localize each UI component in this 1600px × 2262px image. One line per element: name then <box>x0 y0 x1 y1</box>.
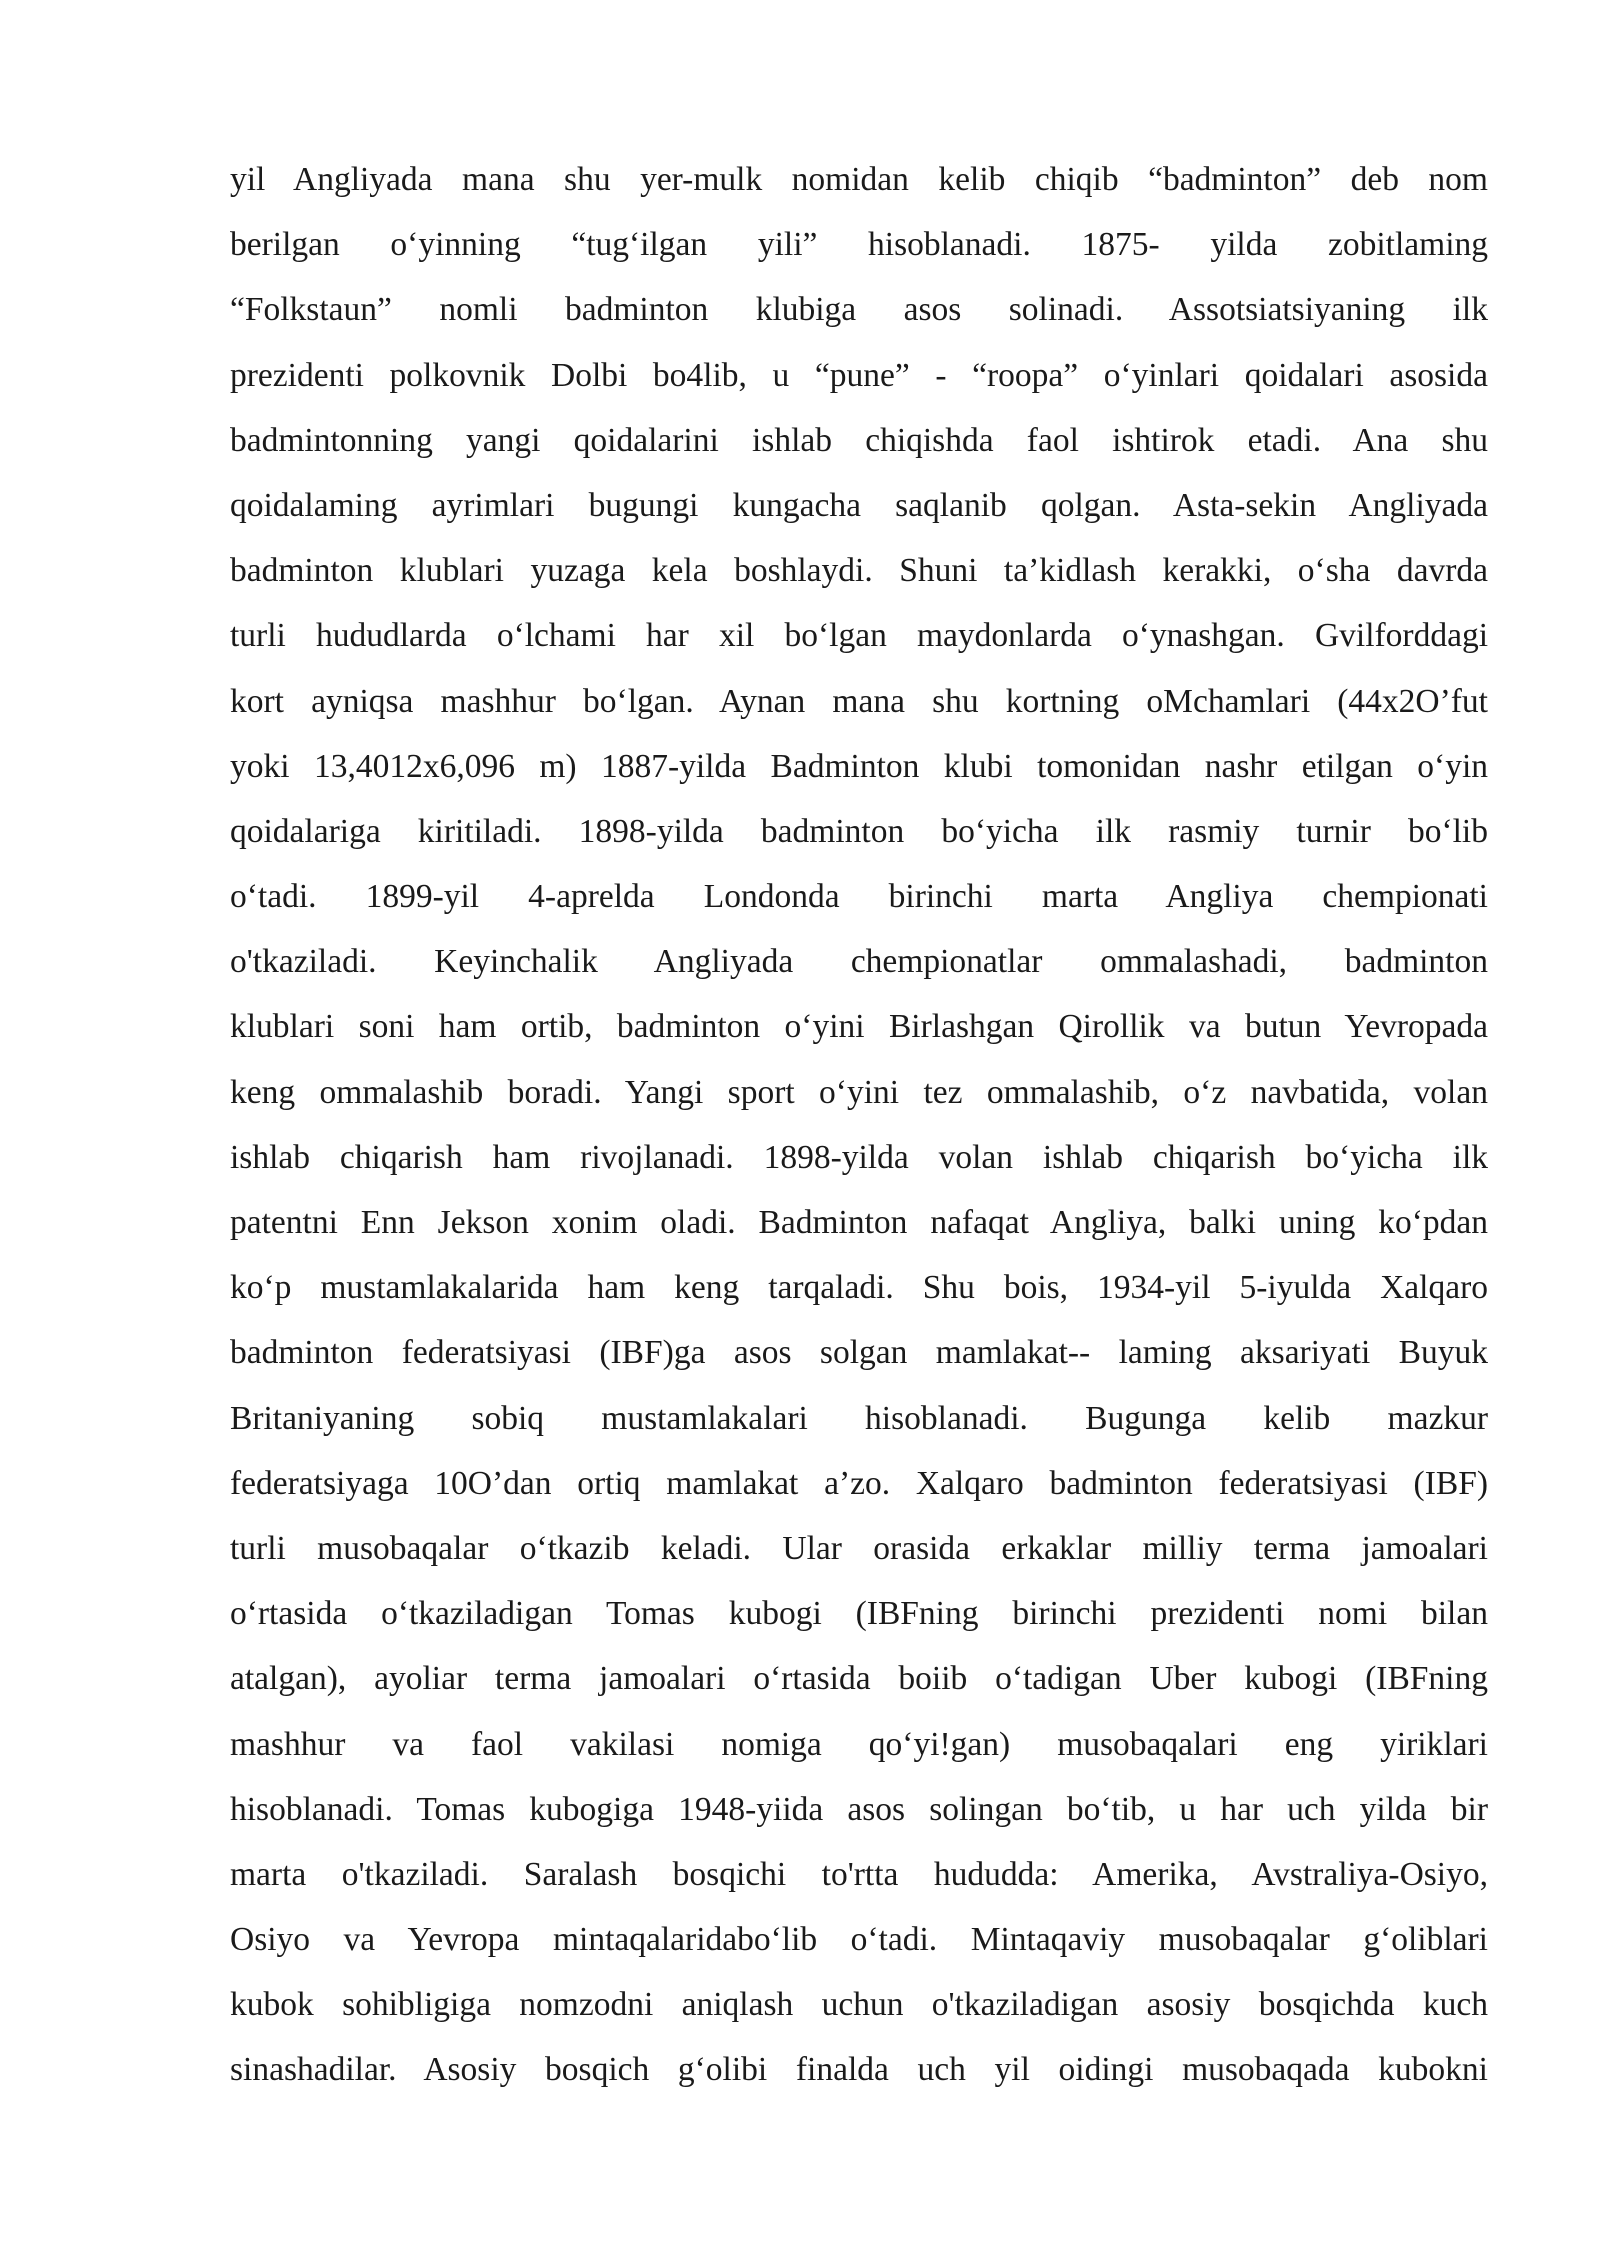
text-line: ko‘p mustamlakalarida ham keng tarqaladi. Shu bois, 1934-yil 5-iyulda Xalqaro <box>230 1269 1488 1307</box>
text-line: klublari soni ham ortib, badminton o‘yini Birlashgan Qirollik va butun Yevropada <box>230 1008 1488 1046</box>
text-line: mashhur va faol vakilasi nomiga qo‘yi!gan) musobaqalari eng yiriklari <box>230 1725 1488 1763</box>
text-line: qoidalaming ayrimlari bugungi kungacha saqlanib qolgan. Asta-sekin Angliyada <box>230 486 1488 524</box>
text-line: turli hududlarda o‘lchami har xil bo‘lgan maydonlarda o‘ynashgan. Gvilforddagi <box>230 617 1488 655</box>
text-line: o‘rtasida o‘tkaziladigan Tomas kubogi (IBFning birinchi prezidenti nomi bilan <box>230 1595 1488 1633</box>
text-line: yil Angliyada mana shu yer-mulk nomidan kelib chiqib “badminton” deb nom <box>230 161 1488 198</box>
body-paragraph <box>230 147 1488 2103</box>
text-line: keng ommalashib boradi. Yangi sport o‘yini tez ommalashib, o‘z navbatida, volan <box>230 1073 1488 1111</box>
text-line: turli musobaqalar o‘tkazib keladi. Ular orasida erkaklar milliy terma jamoalari <box>230 1529 1488 1567</box>
text-line: badmintonning yangi qoidalarini ishlab chiqishda faol ishtirok etadi. Ana shu <box>230 421 1488 459</box>
text-line: marta o'tkaziladi. Saralash bosqichi to'rtta hududda: Amerika, Avstraliya-Osiyo, <box>230 1855 1488 1893</box>
text-line: patentni Enn Jekson xonim oladi. Badminton nafaqat Angliya, balki uning ko‘pdan <box>230 1204 1488 1241</box>
text-line: yoki 13,4012x6,096 m) 1887-yilda Badminton klubi tomonidan nashr etilgan o‘yin <box>230 747 1488 785</box>
text-line: badminton federatsiyasi (IBF)ga asos solgan mamlakat-- laming aksariyati Buyuk <box>230 1334 1488 1372</box>
text-line: badminton klublari yuzaga kela boshlaydi. Shuni ta’kidlash kerakki, o‘sha davrda <box>230 552 1488 590</box>
text-line: kort ayniqsa mashhur bo‘lgan. Aynan mana shu kortning oMchamlari (44x2O’fut <box>230 682 1488 720</box>
text-line: federatsiyaga 10O’dan ortiq mamlakat a’zo. Xalqaro badminton federatsiyasi (IBF) <box>230 1464 1488 1502</box>
text-line: Britaniyaning sobiq mustamlakalari hisoblanadi. Bugunga kelib mazkur <box>230 1399 1488 1437</box>
text-line: ishlab chiqarish ham rivojlanadi. 1898-yilda volan ishlab chiqarish bo‘yicha ilk <box>230 1138 1488 1176</box>
text-line: qoidalariga kiritiladi. 1898-yilda badminton bo‘yicha ilk rasmiy turnir bo‘lib <box>230 812 1488 850</box>
text-line: “Folkstaun” nomli badminton klubiga asos solinadi. Assotsiatsiyaning ilk <box>230 291 1488 329</box>
text-line: sinashadilar. Asosiy bosqich g‘olibi finalda uch yil oidingi musobaqada kubokni <box>230 2051 1488 2089</box>
text-line: prezidenti polkovnik Dolbi bo4lib, u “pune” - “roopa” o‘yinlari qoidalari asosida <box>230 356 1488 394</box>
text-line: hisoblanadi. Tomas kubogiga 1948-yiida asos solingan bo‘tib, u har uch yilda bir <box>230 1790 1488 1828</box>
text-line: kubok sohibligiga nomzodni aniqlash uchun o'tkaziladigan asosiy bosqichda kuch <box>230 1986 1488 2024</box>
text-line: o'tkaziladi. Keyinchalik Angliyada chempionatlar ommalashadi, badminton <box>230 943 1488 981</box>
text-line: o‘tadi. 1899-yil 4-aprelda Londonda birinchi marta Angliya chempionati <box>230 878 1488 916</box>
text-line: berilgan o‘yinning “tug‘ilgan yili” hisoblanadi. 1875- yilda zobitlaming <box>230 226 1488 264</box>
text-line: atalgan), ayoliar terma jamoalari o‘rtasida boiib o‘tadigan Uber kubogi (IBFning <box>230 1660 1488 1698</box>
text-line: Osiyo va Yevropa mintaqalaridabo‘lib o‘tadi. Mintaqaviy musobaqalar g‘oliblari <box>230 1921 1488 1959</box>
